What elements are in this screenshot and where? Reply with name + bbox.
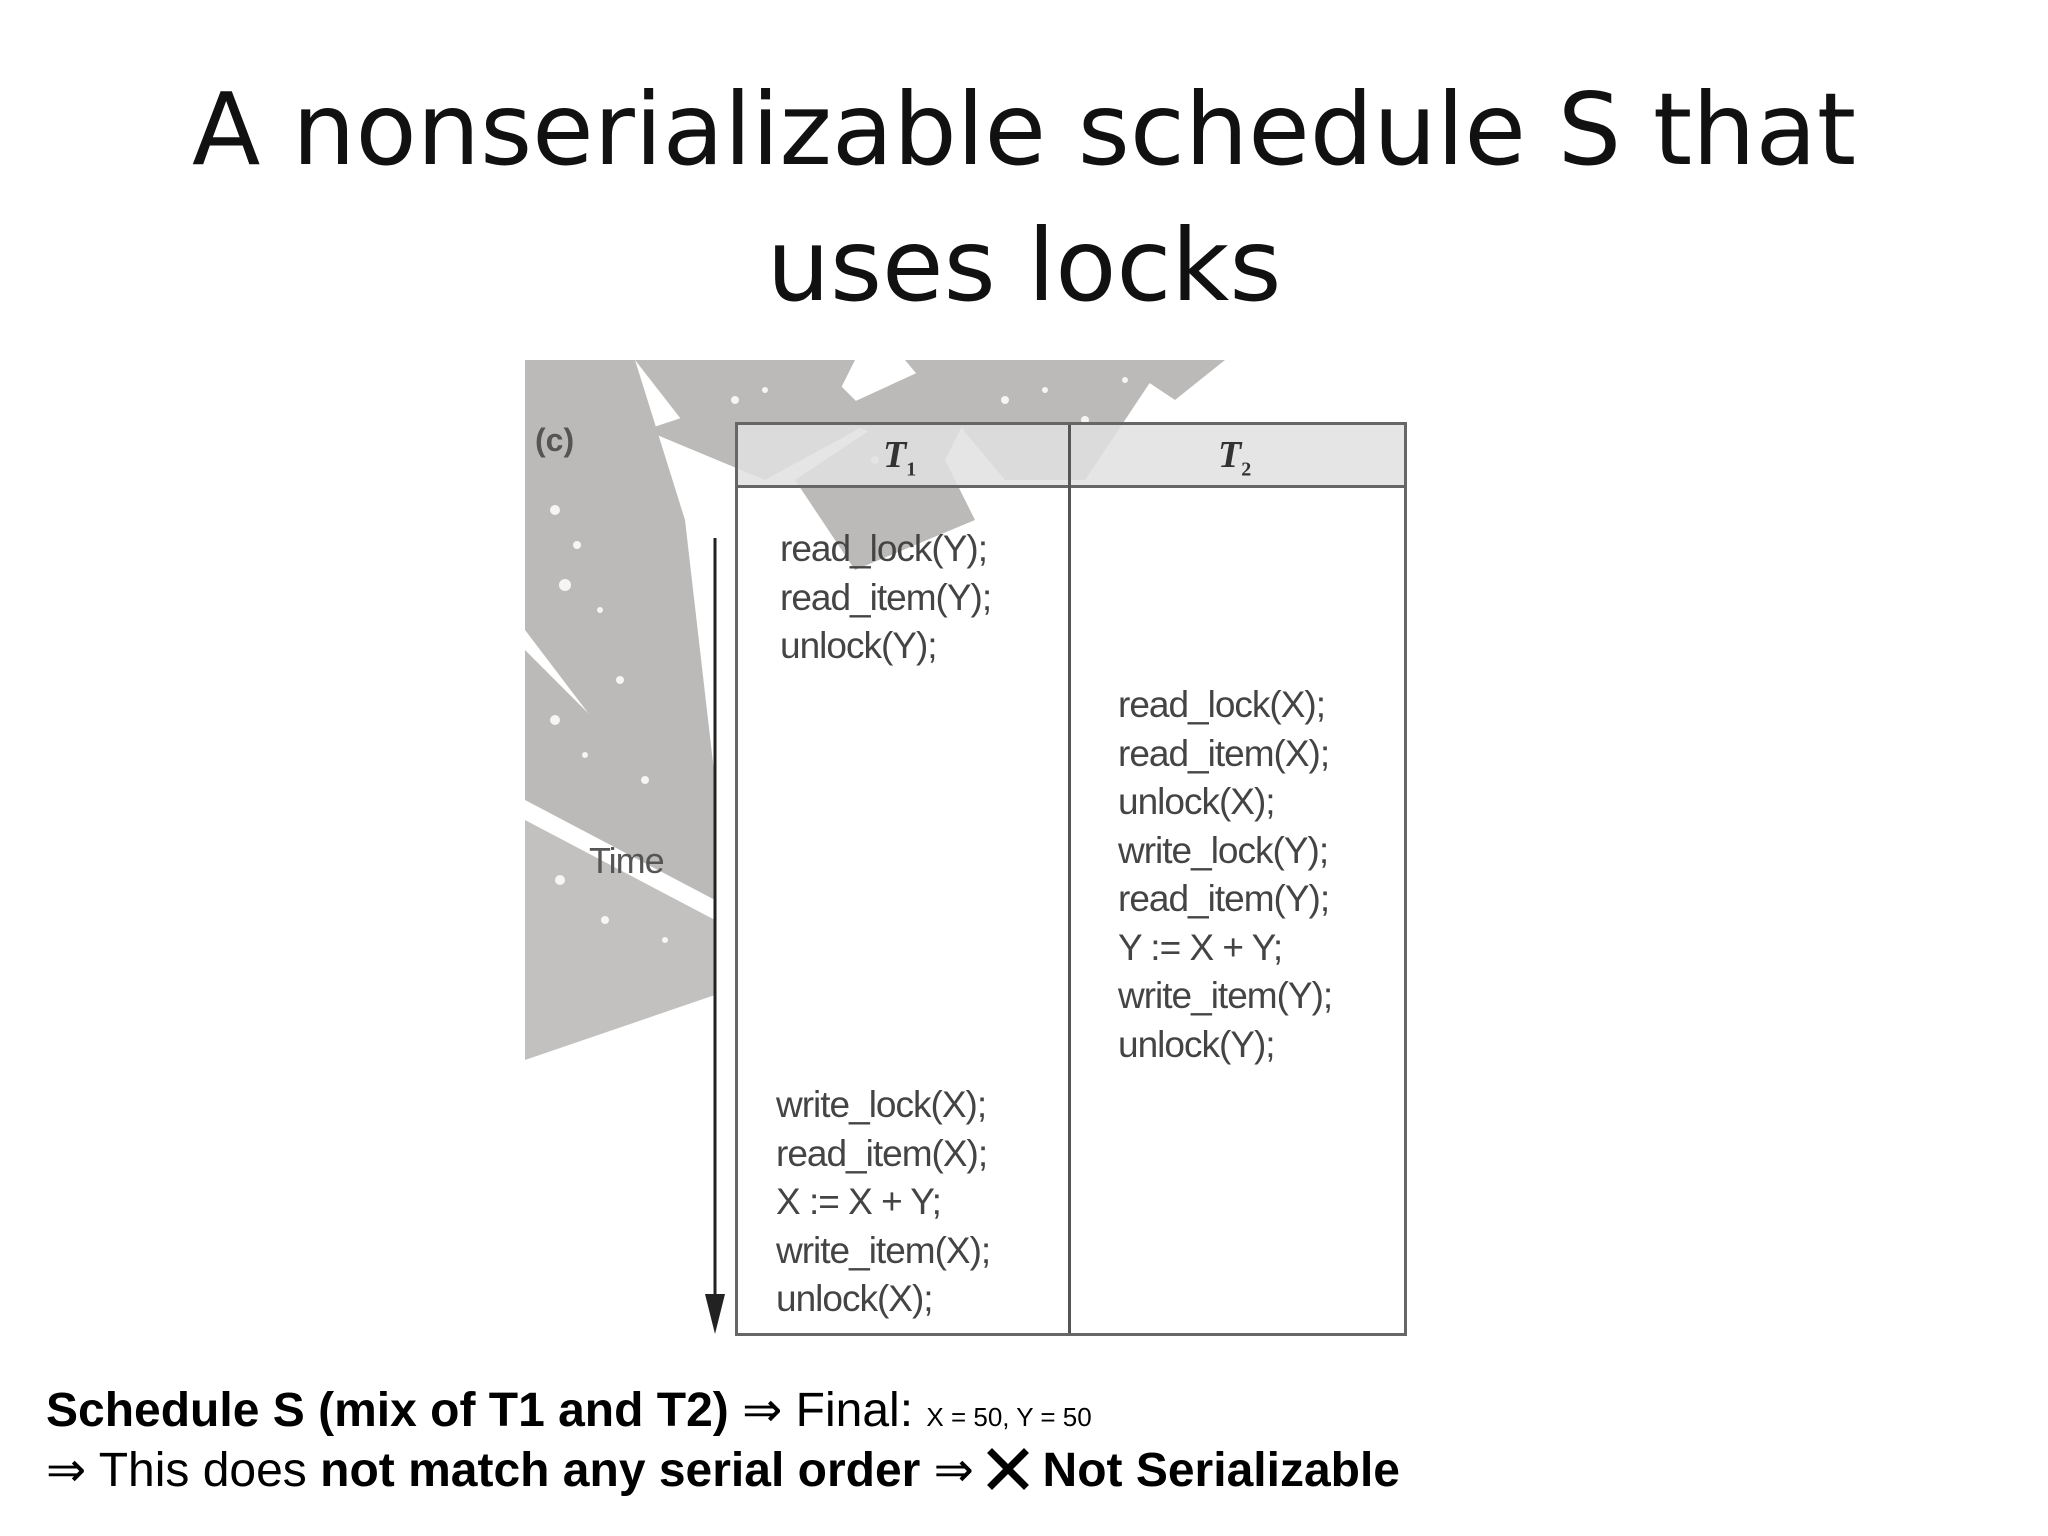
t2-subscript: 2 xyxy=(1241,458,1252,481)
t2-op: read_item(X); xyxy=(1118,732,1330,774)
caption-final-label: ⇒ Final: xyxy=(728,1384,927,1437)
t2-op: unlock(X); xyxy=(1118,781,1275,822)
column-divider xyxy=(1068,425,1071,1333)
cross-icon xyxy=(987,1448,1029,1490)
slide-title xyxy=(0,62,2048,334)
caption-line-1 xyxy=(46,1382,1092,1438)
caption-final-values: X = 50, Y = 50 xyxy=(926,1402,1092,1432)
t2-op: write_item(Y); xyxy=(1118,975,1333,1016)
time-axis-label: Time xyxy=(589,840,664,881)
table-header xyxy=(738,425,1404,488)
down-arrow-icon xyxy=(700,538,730,1338)
t2-op: Y := X + Y; xyxy=(1118,926,1283,968)
schedule-table xyxy=(735,422,1407,1336)
t1-op: read_item(Y); xyxy=(780,576,992,618)
t2-op: write_lock(Y); xyxy=(1118,829,1329,871)
caption-verdict: Not Serializable xyxy=(1029,1444,1400,1497)
schedule-figure xyxy=(525,360,1425,1350)
column-header-t2 xyxy=(1218,433,1251,482)
t1-op: unlock(X); xyxy=(776,1278,933,1319)
caption-prefix: ⇒ This does xyxy=(46,1444,321,1497)
t2-name: T xyxy=(1218,434,1242,476)
t1-op: unlock(Y); xyxy=(780,625,937,666)
caption-emphasis: not match any serial order xyxy=(320,1444,921,1497)
title-line-1: A nonserializable schedule S that xyxy=(191,71,1857,188)
t1-op: read_item(X); xyxy=(776,1132,988,1174)
t1-op: X := X + Y; xyxy=(776,1181,941,1222)
caption-arrow: ⇒ xyxy=(920,1444,988,1497)
caption-line-2 xyxy=(46,1442,1400,1498)
t1-operations-block-2 xyxy=(776,1081,990,1324)
t2-operations-block xyxy=(1118,681,1332,1069)
title-line-2: uses locks xyxy=(766,207,1282,324)
t1-op: write_item(X); xyxy=(776,1229,991,1271)
panel-label: (c) xyxy=(535,422,575,458)
t1-op: write_lock(X); xyxy=(776,1084,987,1125)
caption-schedule-label: Schedule S (mix of T1 and T2) xyxy=(46,1384,729,1437)
t2-op: read_lock(X); xyxy=(1118,684,1326,725)
t1-op: read_lock(Y); xyxy=(780,528,988,569)
t1-subscript: 1 xyxy=(906,458,917,481)
column-header-t1 xyxy=(883,433,916,482)
t1-operations-block-1 xyxy=(780,525,991,671)
t1-name: T xyxy=(883,434,907,476)
t2-op: unlock(Y); xyxy=(1118,1023,1275,1065)
t2-op: read_item(Y); xyxy=(1118,878,1330,919)
